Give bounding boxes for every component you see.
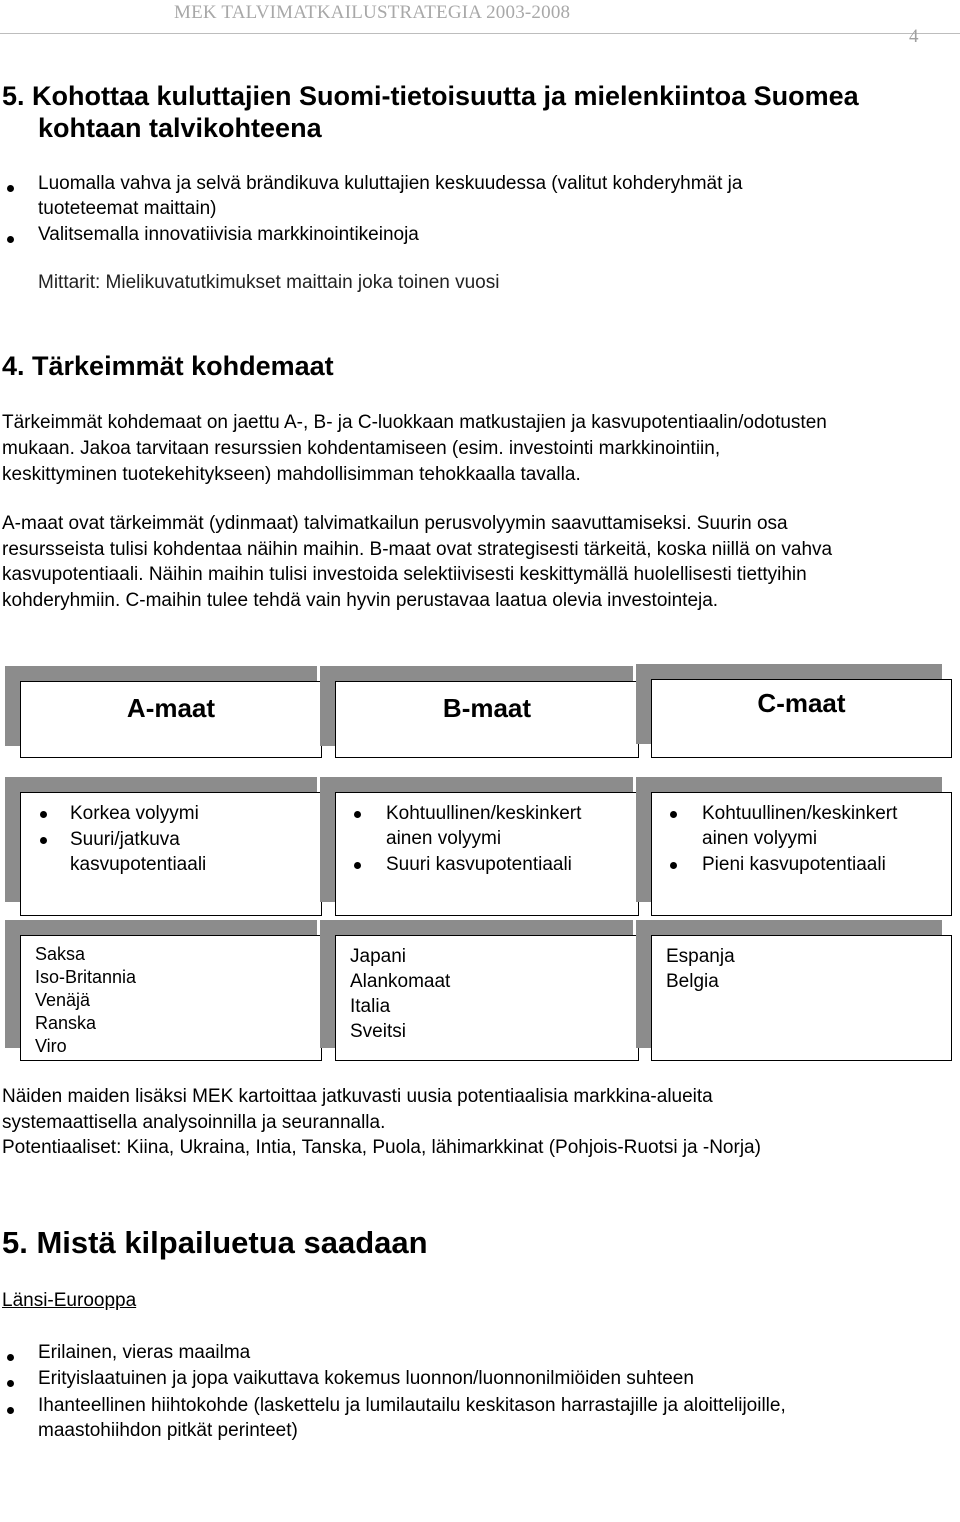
after-table-line2: systemaattisella analysoinnilla ja seurannalla. <box>2 1112 386 1133</box>
b-country: Italia <box>350 996 391 1017</box>
metrics-text: Mittarit: Mielikuvatutkimukset maittain joka toinen vuosi <box>38 272 500 293</box>
western-europe-subheading: Länsi-Eurooppa <box>2 1290 137 1311</box>
bullet-icon <box>40 837 47 844</box>
bullet-icon <box>40 811 47 818</box>
b-country: Japani <box>350 946 406 967</box>
para1-line1: Tärkeimmät kohdemaat on jaettu A-, B- ja C-luokkaan matkustajien ja kasvupotentiaalin/odotusten <box>2 412 827 433</box>
b-trait-2: Suuri kasvupotentiaali <box>386 854 572 875</box>
c-countries-list-box <box>651 935 952 1061</box>
bullet-icon <box>354 862 361 869</box>
para2-line1: A-maat ovat tärkeimmät (ydinmaat) talvimatkailun perusvolyymin saavuttamiseksi. Suurin osa <box>2 513 788 534</box>
c-trait-1-line2: ainen volyymi <box>702 828 818 849</box>
competition-bullet-3-line2: maastohiihdon pitkät perinteet) <box>38 1420 298 1441</box>
bullet-icon <box>7 1407 14 1414</box>
b-countries-title-box <box>335 681 639 758</box>
c-trait-1-line1: Kohtuullinen/keskinkert <box>702 803 898 824</box>
potential-countries: Potentiaaliset: Kiina, Ukraina, Intia, Tanska, Puola, lähimarkkinat (Pohjois-Ruotsi ja -Norja) <box>2 1137 761 1158</box>
running-header: MEK TALVIMATKAILUSTRATEGIA 2003-2008 <box>174 2 571 23</box>
c-trait-2: Pieni kasvupotentiaali <box>702 854 886 875</box>
a-country: Iso-Britannia <box>35 967 137 987</box>
b-country: Sveitsi <box>350 1021 406 1042</box>
bullet-icon <box>7 1354 14 1361</box>
competition-bullet-3-line1: Ihanteellinen hiihtokohde (laskettelu ja lumilautailu keskitason harrastajille ja aloittelijoille, <box>38 1395 786 1416</box>
c-countries-title-box <box>651 679 952 758</box>
a-traits-box <box>20 792 322 916</box>
para2-line3: kasvupotentiaali. Näihin maihin tulisi investoida selektiivisesti keskittymällä huolellisesti tiettyihin <box>2 564 807 585</box>
c-country: Belgia <box>666 971 719 992</box>
target-countries-heading: 4. Tärkeimmät kohdemaat <box>2 351 334 381</box>
goal-bullet-2: Valitsemalla innovatiivisia markkinointikeinoja <box>38 224 419 245</box>
a-trait-1: Korkea volyymi <box>70 803 199 824</box>
a-trait-2-line2: kasvupotentiaali <box>70 854 207 875</box>
goal-heading-line2: kohtaan talvikohteena <box>38 113 322 143</box>
b-traits-box <box>335 792 639 916</box>
b-countries-list-box <box>335 935 639 1061</box>
para2-line2: resursseista tulisi kohdentaa näihin maihin. B-maat ovat strategisesti tärkeitä, koska niillä on vahva <box>2 539 833 560</box>
a-country: Venäjä <box>35 990 91 1010</box>
a-countries-title-box <box>20 681 322 758</box>
page-number: 4 <box>909 26 919 47</box>
a-country: Saksa <box>35 944 86 964</box>
goal-heading-line1: 5. Kohottaa kuluttajien Suomi-tietoisuutta ja mielenkiintoa Suomea <box>2 81 859 111</box>
c-country: Espanja <box>666 946 735 967</box>
goal-bullet-1-line2: tuoteteemat maittain) <box>38 198 217 219</box>
a-country: Viro <box>35 1036 67 1056</box>
competition-bullet-2: Erityislaatuinen ja jopa vaikuttava kokemus luonnon/luonnonilmiöiden suhteen <box>38 1368 694 1389</box>
bullet-icon <box>670 811 677 818</box>
competition-heading: 5. Mistä kilpailuetua saadaan <box>2 1225 428 1260</box>
para1-line3: keskittyminen tuotekehitykseen) mahdollisimman tehokkaalla tavalla. <box>2 464 581 485</box>
after-table-line1: Näiden maiden lisäksi MEK kartoittaa jatkuvasti uusia potentiaalisia markkina-alueita <box>2 1086 713 1107</box>
bullet-icon <box>354 811 361 818</box>
para1-line2: mukaan. Jakoa tarvitaan resurssien kohdentamiseen (esim. investointi markkinointiin, <box>2 438 721 459</box>
header-divider <box>0 33 960 34</box>
b-countries-title: B-maat <box>442 693 532 723</box>
a-countries-list-box <box>20 935 322 1061</box>
a-country: Ranska <box>35 1013 97 1033</box>
a-countries-title: A-maat <box>126 693 216 723</box>
b-trait-1-line1: Kohtuullinen/keskinkert <box>386 803 582 824</box>
b-trait-1-line2: ainen volyymi <box>386 828 502 849</box>
bullet-icon <box>7 236 14 243</box>
bullet-icon <box>7 1380 14 1387</box>
goal-bullet-1-line1: Luomalla vahva ja selvä brändikuva kuluttajien keskuudessa (valitut kohderyhmät ja <box>38 173 743 194</box>
c-countries-title: C-maat <box>757 688 846 718</box>
a-trait-2-line1: Suuri/jatkuva <box>70 829 180 850</box>
competition-bullet-1: Erilainen, vieras maailma <box>38 1342 251 1363</box>
c-traits-box <box>651 792 952 916</box>
b-country: Alankomaat <box>350 971 451 992</box>
para2-line4: kohderyhmiin. C-maihin tulee tehdä vain hyvin perustavaa laatua olevia investointeja. <box>2 590 719 611</box>
bullet-icon <box>7 185 14 192</box>
bullet-icon <box>670 862 677 869</box>
